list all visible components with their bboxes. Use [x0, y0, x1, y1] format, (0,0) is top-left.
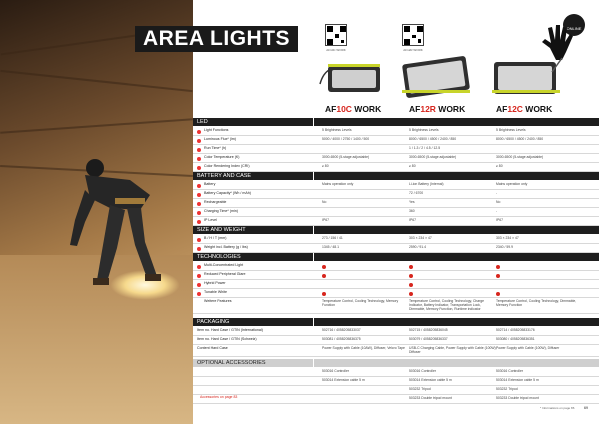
section-bar — [314, 172, 599, 180]
row-reduced-glare: Reduced Peripheral Glare — [193, 271, 599, 280]
online-badge[interactable]: ONLINE — [563, 14, 585, 36]
qr-label-af12r: AF12R WORK — [403, 48, 423, 52]
model-name-af10c: AF10C WORK — [325, 104, 382, 114]
model-name-af12r: AF12R WORK — [409, 104, 466, 114]
row-run-time: Run Time* (h) 1 / 1.3 / 2 / 4.5 / 12.5 — [193, 145, 599, 154]
qr-code-af10c[interactable] — [325, 24, 347, 46]
section-bar — [314, 253, 599, 261]
row-color-temperature: Color Temperature (K) 3000-6500 (5-stage adjustable) 3000-6500 (5-stage adjustable) 3000-6500 (5-stage adjustable) — [193, 154, 599, 163]
row-capacity: Battery Capacity* (Wh / mAh) 72 / 6700 - — [193, 190, 599, 199]
qr-code-af12r[interactable] — [402, 24, 424, 46]
lamp-af12r-image — [400, 54, 472, 99]
section-packaging: PACKAGING — [193, 318, 313, 326]
row-luminous-flux: Luminous Flux* (lm) 5000 / 4000 / 2750 / 1400 / 500 8000 / 6500 / 4500 / 2400 / 850 8000 / 6500 / 4500 / 2400 / 850 — [193, 136, 599, 145]
page-title: AREA LIGHTS — [135, 26, 298, 52]
section-battery: BATTERY AND CASE — [193, 172, 313, 180]
footnote: * Informations on page 86 — [540, 406, 575, 410]
row-features: Weitere Features Temperature Control, Cooling Technology, Memory Function Temperature Control, Cooling Technology, Charge Indicator, Battery Indicator, Transportation Lock, Dimmable, Memory Function, Runtime indicator Temperature Control, Cooling Technology, Dimmable, Memory Function — [193, 298, 599, 314]
worker-photo — [0, 0, 193, 424]
lamp-af12c-image — [488, 54, 563, 99]
accessories-page-link[interactable]: Accessories on page 83 — [200, 395, 238, 399]
qr-label-af10c: AF10C WORK — [326, 48, 346, 52]
section-bar — [314, 118, 599, 126]
section-led: LED — [193, 118, 313, 126]
row-content-hard-case: Content Hard Case Power Supply with Cable (10AW), Diffuser, Velcro Tape USB-C Charging Cable, Power Supply with Cable (100W), Diffuser Power Supply with Cable (100W), Diffuser — [193, 345, 599, 357]
row-item-schweiz: Item no. Hard Case / GTIN (Schweiz) 503081 / 4058205836375 503079 / 4058205836337 503080 / 4058205836351 — [193, 336, 599, 345]
row-item-international: Item no. Hard Case / GTIN (International) 502716 / 4058205833037 502715 / 4058205836045 502714 / 4058205833176 — [193, 327, 599, 336]
row-accessory: 503016 Controller 503016 Controller 503016 Controller — [193, 368, 599, 377]
row-hybrid-power: Hybrid Power — [193, 280, 599, 289]
section-optional-accessories: OPTIONAL ACCESSORIES — [193, 359, 313, 367]
section-size: SIZE AND WEIGHT — [193, 226, 313, 234]
lamp-af10c-image — [318, 54, 384, 99]
row-accessory: 503014 Extension cable 5 m 503014 Extension cable 5 m 503014 Extension cable 5 m — [193, 377, 599, 386]
row-tunable-white: Tunable White — [193, 289, 599, 298]
row-cri: Color Rendering Index (CRI) ≥ 80 ≥ 80 ≥ 80 — [193, 163, 599, 172]
page-number: 69 — [584, 406, 588, 410]
row-accessory: 503232 Tripod 503232 Tripod — [193, 386, 599, 395]
model-name-af12c: AF12C WORK — [496, 104, 553, 114]
row-multi-concentrated: Multi-Concentrated Light — [193, 262, 599, 271]
section-bar — [314, 318, 599, 326]
section-bar — [314, 226, 599, 234]
row-weight: Weight incl. Battery (g / lbs) 1345 / 48.1 2590 / 91.4 2340 / 59.9 — [193, 244, 599, 253]
row-accessory: 503233 Double tripod mount 503233 Double tripod mount — [193, 395, 599, 404]
row-rechargeable: Rechargeable No Yes No — [193, 199, 599, 208]
row-dimensions: B / H / T (mm) 273 / 156 / 41 303 × 234 × 47 303 × 234 × 47 — [193, 235, 599, 244]
section-technologies: TECHNOLOGIES — [193, 253, 313, 261]
row-battery: Battery Mains operation only Li-ion Battery (Internal) Mains operation only — [193, 181, 599, 190]
row-ip-level: IP Level IP67 IP67 IP67 — [193, 217, 599, 226]
row-light-functions: Light Functions 5 Brightness Levels 5 Brightness Levels 5 Brightness Levels — [193, 127, 599, 136]
section-bar — [314, 359, 599, 367]
row-charging-time: Charging Time* (min) 360 - — [193, 208, 599, 217]
